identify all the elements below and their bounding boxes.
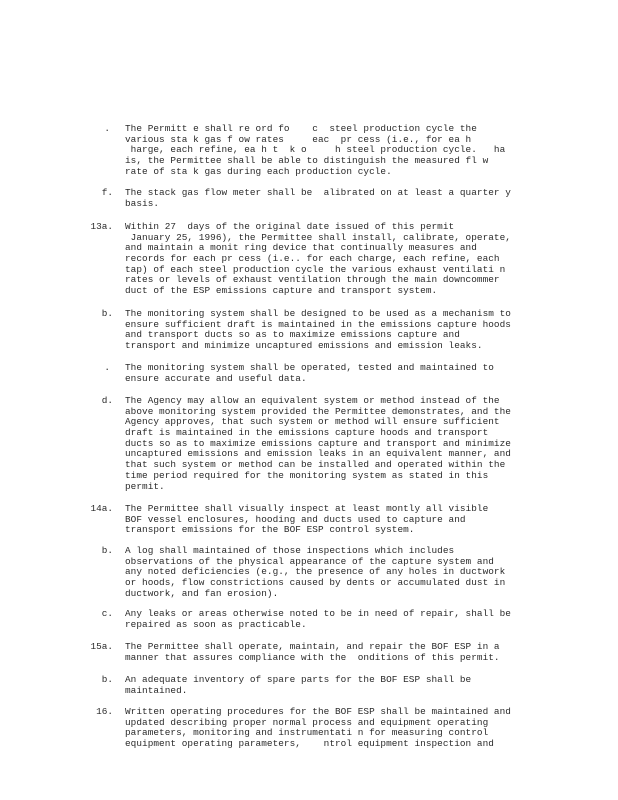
text-line: An adequate inventory of spare parts for the BOF ESP shall be: [125, 674, 472, 685]
text-line: duct of the ESP emissions capture and transport system.: [125, 285, 438, 297]
text-line: uncaptured emissions and emission leaks in an equivalent manner, and: [125, 448, 511, 460]
text-line: ducts so as to maximize emissions capture and transport and minimize: [125, 437, 511, 449]
text-line: time period required for the monitoring system as stated in this: [125, 469, 489, 481]
text-line: above monitoring system provided the Permittee demonstrates, and the: [125, 405, 511, 417]
text-line: maintained.: [125, 684, 188, 696]
paragraph-marker: c.: [101, 608, 113, 619]
paragraph-marker: b.: [101, 308, 113, 319]
paragraph-body: [125, 309, 595, 352]
text-line: transport emissions for the BOF ESP control system.: [125, 524, 415, 536]
text-line: and maintain a monit ring device that continually measures and: [125, 242, 477, 254]
text-line: manner that assures compliance with the onditions of this permit.: [125, 651, 500, 663]
text-line: The Agency may allow an equivalent system or method instead of the: [125, 395, 500, 406]
paragraph-body: [125, 504, 595, 536]
text-line: updated describing proper normal process and equipment operating: [125, 716, 489, 728]
paragraph-marker: .: [104, 362, 110, 373]
paragraph-body: [125, 546, 595, 599]
text-line: tap) of each steel production cycle the various exhaust ventilati n: [125, 263, 506, 275]
text-line: The Permittee shall operate, maintain, and repair the BOF ESP in a: [125, 641, 500, 652]
text-line: any noted deficiencies (e.g., the presence of any holes in ductwork: [125, 566, 506, 578]
text-line: basis.: [125, 197, 160, 209]
paragraph-marker: b.: [101, 545, 113, 556]
text-line: Written operating procedures for the BOF ESP shall be maintained and: [125, 706, 511, 717]
text-line: transport and minimize uncaptured emissions and emission leaks.: [125, 340, 483, 352]
paragraph-marker: 13a.: [90, 221, 113, 232]
text-line: permit.: [125, 480, 165, 492]
text-line: equipment operating parameters, ntrol equipment inspection and: [125, 738, 494, 750]
text-line: rates or levels of exhaust ventilation through the main downcommer: [125, 274, 500, 286]
text-line: is, the Permittee shall be able to distinguish the measured fl w: [125, 155, 489, 167]
paragraph-marker: d.: [101, 395, 113, 406]
text-line: ensure sufficient draft is maintained in the emissions capture hoods: [125, 318, 511, 330]
text-line: The Permittee shall visually inspect at least montly all visible: [125, 503, 489, 514]
text-line: ductwork, and fan erosion).: [125, 587, 279, 599]
paragraph-body: [125, 642, 595, 663]
text-line: and transport ducts so as to maximize emissions capture and: [125, 329, 460, 341]
text-line: Within 27 days of the original date issued of this permit: [125, 221, 455, 232]
text-line: or hoods, flow constrictions caused by dents or accumulated dust in: [125, 577, 506, 589]
text-line: January 25, 1996), the Permittee shall install, calibrate, operate,: [125, 231, 511, 243]
text-line: Any leaks or areas otherwise noted to be in need of repair, shall be: [125, 608, 511, 619]
paragraph-body: [125, 396, 595, 492]
paragraph-body: [125, 188, 595, 209]
text-line: draft is maintained in the emissions capture hoods and transport: [125, 427, 489, 439]
text-line: parameters, monitoring and instrumentati n for measuring control: [125, 727, 489, 739]
paragraph-body: [125, 609, 595, 630]
paragraph-marker: 14a.: [90, 503, 113, 514]
text-line: that such system or method can be installed and operated within the: [125, 459, 506, 471]
text-line: The stack gas flow meter shall be alibrated on at least a quarter y: [125, 187, 511, 198]
text-line: Agency approves, that such system or method will ensure sufficient: [125, 416, 500, 428]
text-line: A log shall maintained of those inspections which includes: [125, 545, 455, 556]
paragraph-marker: .: [104, 123, 110, 134]
text-line: records for each pr cess (i.e.. for each charge, each refine, each: [125, 253, 500, 265]
paragraph-marker: 15a.: [90, 641, 113, 652]
text-line: The Permitt e shall re ord fo c steel production cycle the: [125, 123, 477, 134]
text-line: repaired as soon as practicable.: [125, 618, 307, 630]
paragraph-marker: b.: [101, 674, 113, 685]
paragraph-body: [125, 222, 595, 297]
text-line: rate of sta k gas during each production cycle.: [125, 165, 392, 177]
paragraph-body: [125, 675, 595, 696]
text-line: observations of the physical appearance of the capture system and: [125, 555, 494, 567]
paragraph-body: [125, 124, 595, 177]
paragraph-marker: 16.: [96, 706, 113, 717]
text-line: The monitoring system shall be designed to be used as a mechanism to: [125, 308, 511, 319]
text-line: various sta k gas f ow rates eac pr cess (i.e., for ea h: [125, 133, 472, 145]
text-line: BOF vessel enclosures, hooding and ducts used to capture and: [125, 513, 466, 525]
paragraph-body: [125, 363, 595, 384]
paragraph-body: [125, 707, 595, 750]
text-line: harge, each refine, ea h t k o h steel production cycle. ha: [125, 144, 506, 156]
text-line: ensure accurate and useful data.: [125, 372, 307, 384]
paragraph-marker: f.: [101, 187, 113, 198]
text-line: The monitoring system shall be operated, tested and maintained to: [125, 362, 494, 373]
